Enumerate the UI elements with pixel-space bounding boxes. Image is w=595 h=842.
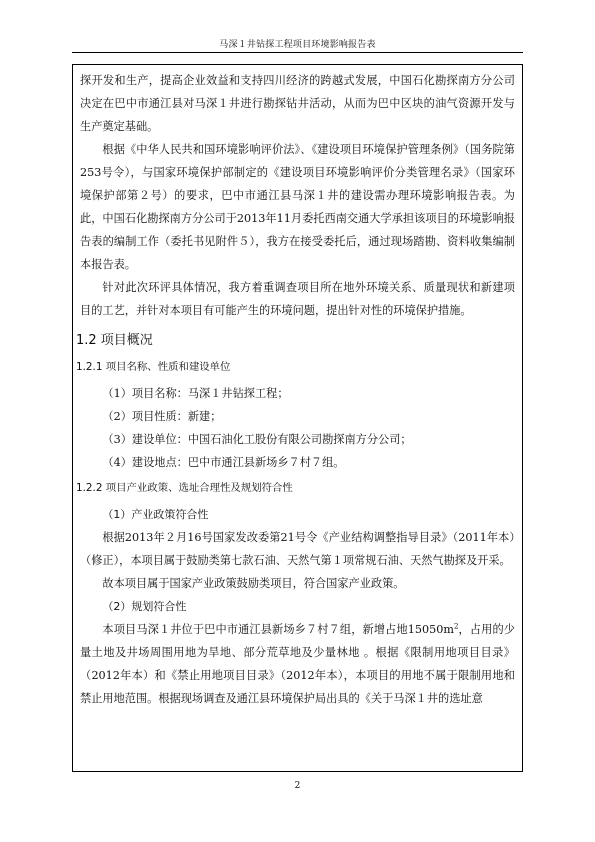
list-item: （4）建设地点：巴中市通江县新场乡７村７组。 [102,456,345,469]
paragraph-eval: 针对此次环评具体情况，我方着重调查项目所在地外环境关系、质量现状和新建项目的工艺，并针对本项目有可能产生的环境问题，提出针对性的环境保护措施。 [80,281,515,317]
planning-text-part-1: 本项目马深１井位于巴中市通江县新场乡７村７组，新增占地15050m [102,623,454,636]
section-heading-1-2-2: 1.2.2 项目产业政策、选址合理性及规划符合性 [76,482,293,494]
header-rule [72,52,523,53]
subheading-planning: （2）规划符合性 [102,600,187,613]
paragraph-policy-conclusion: 故本项目属于国家产业政策鼓励类项目，符合国家产业政策。 [102,577,405,590]
paragraph-planning [80,618,515,710]
paragraph-law: 根据《中华人民共和国环境影响评价法》、《建设项目环境保护管理条例》（国务院第253号令），与国家环境保护部制定的《建设项目环境影响评价分类管理名录》（国家环境保护部第２号）的要求，巴中市通江县马深１井的建设需办理环境影响报告表。为此，中国石化勘探南方分公司于2013年11月委托西南交通大学承担该项目的环境影响报告表的编制工作（委托书见附件５），我方在接受委托后，通过现场踏勘、资料收集编制本报告表。 [80,143,515,271]
area-unit-superscript: 2 [453,622,459,631]
planning-text-part-2: ，占用的少量土地及井场周围用地为旱地、部分荒草地及少量林地 。根据《限制用地项目目录》（2012年本）和《禁止用地项目目录》（2012年本），本项目的用地不属于限制用地和禁止用地范围。根据现场调查及通江县环境保护局出具的《关于马深１井的选址意 [80,623,515,705]
paragraph-intro: 探开发和生产，提高企业效益和支持四川经济的跨越式发展，中国石化勘探南方分公司决定在巴中市通江县对马深１井进行勘探钻井活动，从而为巴中区块的油气资源开发与生产奠定基础。 [80,74,515,133]
section-heading-1-2: 1.2 项目概况 [76,333,153,348]
content-frame [72,64,523,772]
list-item: （1）项目名称：马深１井钻探工程； [102,387,289,400]
page-number: 2 [294,781,301,791]
section-heading-1-2-1: 1.2.1 项目名称、性质和建设单位 [76,361,231,373]
list-item: （2）项目性质：新建； [102,410,222,423]
subheading-industry-policy: （1）产业政策符合性 [102,508,209,521]
list-item: （3）建设单位：中国石油化工股份有限公司勘探南方分公司； [102,433,412,446]
paragraph-policy: 根据2013年２月16号国家发改委第21号令《产业结构调整指导目录》（2011年本）（修正），本项目属于鼓励类第七款石油、天然气第１项常规石油、天然气勘探及开采。 [80,531,515,567]
running-header: 马深１井钻探工程项目环境影响报告表 [219,40,376,50]
